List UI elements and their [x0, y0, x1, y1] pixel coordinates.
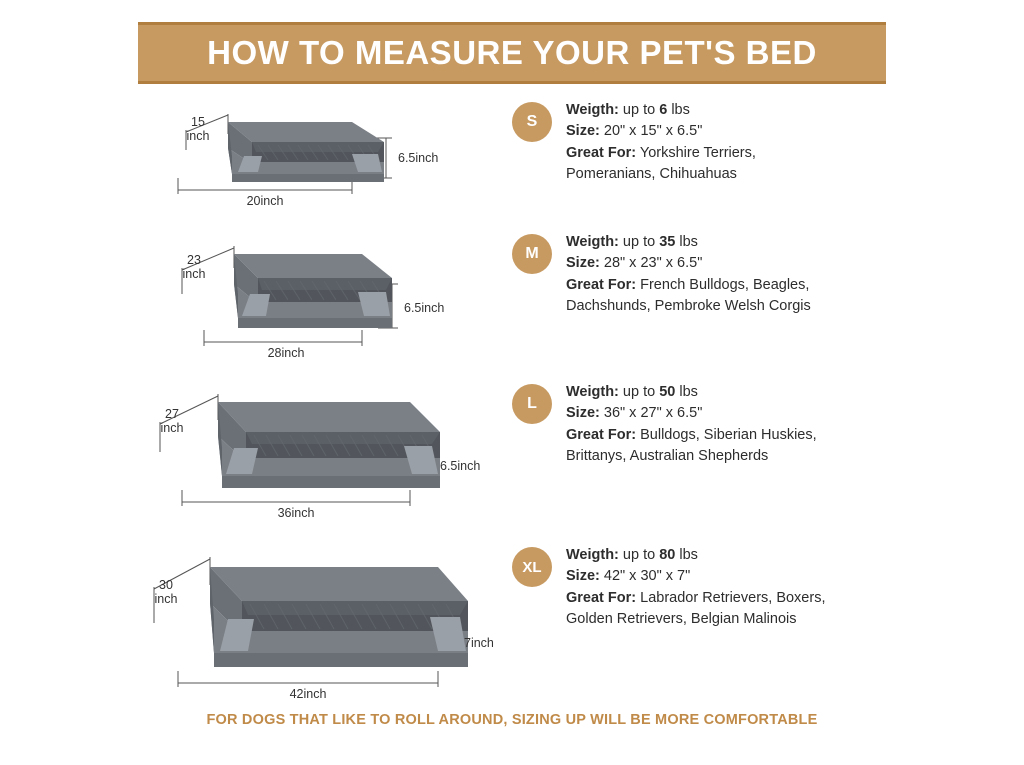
size-details-l	[566, 382, 817, 468]
size-details-s	[566, 100, 756, 186]
bed-diagram-xl-svg	[0, 545, 500, 710]
footer-note: FOR DOGS THAT LIKE TO ROLL AROUND, SIZING UP WILL BE MORE COMFORTABLE	[206, 712, 818, 728]
weight-label-l: Weigth:	[566, 384, 619, 400]
weight-unit-l: lbs	[679, 384, 698, 400]
depth-label-s-line1: 15	[191, 115, 205, 129]
size-line-m	[566, 253, 811, 274]
weight-unit-s: lbs	[671, 102, 690, 118]
greatfor-value-l-1: Bulldogs, Siberian Huskies,	[640, 426, 817, 443]
bed-shape-m	[234, 254, 392, 328]
height-label-xl: 7inch	[464, 636, 494, 650]
bed-diagram-m-svg	[0, 232, 500, 377]
greatfor-line-xl	[566, 588, 825, 609]
bed-diagram-s-svg	[0, 100, 500, 230]
greatfor-label-m: Great For:	[566, 276, 637, 293]
bed-illustration-m	[0, 232, 500, 377]
bed-shape-l	[218, 402, 440, 488]
greatfor-line-m	[566, 275, 811, 296]
weight-line-l	[566, 382, 817, 403]
weight-label-m: Weigth:	[566, 234, 619, 250]
greatfor-line-s-2: Pomeranians, Chihuahuas	[566, 166, 737, 183]
height-label-s: 6.5inch	[398, 151, 439, 165]
bed-shape-xl	[210, 567, 468, 667]
weight-unit-xl: lbs	[679, 547, 698, 563]
greatfor-line-s	[566, 143, 756, 164]
size-value-l: 36" x 27" x 6.5"	[603, 405, 703, 422]
bed-illustration-xl	[0, 545, 500, 710]
greatfor-line-m-2: Dachshunds, Pembroke Welsh Corgis	[566, 298, 811, 315]
bed-shape-s	[228, 122, 384, 182]
weight-unit-m: lbs	[679, 234, 698, 250]
weight-value-xl: 80	[659, 547, 676, 563]
size-label-s: Size:	[566, 123, 600, 140]
header-banner	[138, 22, 886, 84]
weight-label-xl: Weigth:	[566, 547, 619, 563]
size-value-xl: 42" x 30" x 7"	[603, 568, 691, 585]
weight-upto-m: up to	[622, 234, 656, 250]
greatfor-value-m-1: French Bulldogs, Beagles,	[640, 276, 810, 293]
greatfor-label-s: Great For:	[566, 144, 637, 161]
greatfor-value-xl-1: Labrador Retrievers, Boxers,	[640, 589, 826, 606]
height-label-l: 6.5inch	[440, 459, 481, 473]
weight-line-xl	[566, 545, 825, 566]
depth-label-l-line1: 27	[165, 407, 179, 421]
weight-value-m: 35	[659, 234, 676, 250]
weight-upto-xl: up to	[622, 547, 656, 563]
weight-value-s: 6	[659, 102, 668, 118]
size-info-m	[512, 232, 1012, 318]
depth-label-xl-line2: inch	[154, 592, 178, 606]
greatfor-line-xl-2: Golden Retrievers, Belgian Malinois	[566, 611, 797, 628]
bed-diagram-l-svg	[0, 382, 500, 537]
size-badge-m: M	[512, 234, 552, 274]
size-info-l	[512, 382, 1012, 468]
greatfor-line-l-2: Brittanys, Australian Shepherds	[566, 448, 769, 465]
page-title: HOW TO MEASURE YOUR PET'S BED	[207, 34, 817, 71]
size-info-xl	[512, 545, 1012, 631]
weight-value-l: 50	[659, 384, 676, 400]
size-info-s	[512, 100, 1012, 186]
size-badge-l: L	[512, 384, 552, 424]
size-label-l: Size:	[566, 405, 600, 422]
size-details-xl	[566, 545, 825, 631]
greatfor-value-s-1: Yorkshire Terriers,	[639, 144, 756, 161]
depth-label-m-line2: inch	[182, 267, 206, 281]
greatfor-label-xl: Great For:	[566, 589, 637, 606]
width-label-xl: 42inch	[289, 687, 327, 701]
size-row-m	[0, 232, 1024, 377]
height-label-m: 6.5inch	[404, 301, 445, 315]
size-row-l	[0, 382, 1024, 537]
size-line-s	[566, 121, 756, 142]
bed-illustration-s	[0, 100, 500, 230]
size-details-m	[566, 232, 811, 318]
weight-line-s	[566, 100, 756, 121]
bed-illustration-l	[0, 382, 500, 537]
depth-label-l-line2: inch	[160, 421, 184, 435]
size-badge-xl: XL	[512, 547, 552, 587]
size-badge-s: S	[512, 102, 552, 142]
size-label-m: Size:	[566, 255, 600, 272]
weight-line-m	[566, 232, 811, 253]
size-line-l	[566, 403, 817, 424]
size-value-m: 28" x 23" x 6.5"	[603, 255, 703, 272]
size-row-xl	[0, 545, 1024, 710]
depth-label-m-line1: 23	[187, 253, 201, 267]
size-value-s: 20" x 15" x 6.5"	[603, 123, 703, 140]
width-label-s: 20inch	[246, 194, 284, 208]
size-row-s	[0, 100, 1024, 230]
size-line-xl	[566, 566, 825, 587]
size-label-xl: Size:	[566, 568, 600, 585]
greatfor-line-l	[566, 425, 817, 446]
width-label-l: 36inch	[277, 506, 315, 520]
weight-upto-l: up to	[622, 384, 656, 400]
greatfor-label-l: Great For:	[566, 426, 637, 443]
weight-upto-s: up to	[622, 102, 656, 118]
depth-label-s-line2: inch	[186, 129, 210, 143]
depth-label-xl-line1: 30	[159, 578, 173, 592]
weight-label-s: Weigth:	[566, 102, 619, 118]
width-label-m: 28inch	[267, 346, 305, 360]
